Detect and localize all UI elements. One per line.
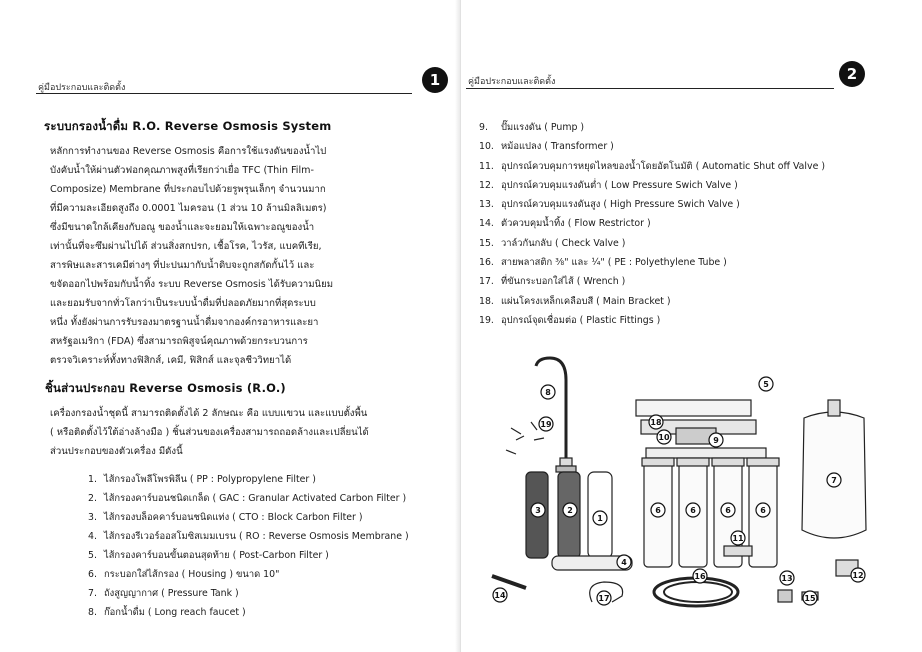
callout-label: 10 xyxy=(658,433,670,442)
callout-label: 6 xyxy=(760,506,766,515)
parts-list-left xyxy=(88,470,409,622)
page-number-badge: 1 xyxy=(422,67,448,93)
callout-label: 15 xyxy=(804,594,816,603)
paragraph-line: ( หรือติดตั้งไว้ใต้อ่างล้างมือ ) ชิ้นส่วนของเครื่องสามารถถอดล้างและเปลี่ยนได้ xyxy=(50,427,369,438)
callout-label: 13 xyxy=(781,574,793,583)
paragraph-line: ที่มีความละเอียดสูงถึง 0.0001 ไมครอน (1 ส่วน 10 ล้านมิลลิเมตร) xyxy=(50,203,327,214)
callout-label: 11 xyxy=(732,534,744,543)
part-text: กระบอกใส่ไส้กรอง ( Housing ) ขนาด 10" xyxy=(104,569,280,580)
part-text: อุปกรณ์ควบคุมการหยุดไหลของน้ำโดยอัตโนมัติ ( Automatic Shut off Valve ) xyxy=(501,160,825,172)
part-number: 2. xyxy=(88,493,97,504)
callout-label: 8 xyxy=(545,388,551,397)
part-text: ไส้กรองบล็อคคาร์บอนชนิดแท่ง ( CTO : Block Carbon Filter ) xyxy=(104,512,363,523)
callout-label: 4 xyxy=(621,558,627,567)
part-text: หม้อแปลง ( Transformer ) xyxy=(501,141,614,153)
paragraph-line: ส่วนประกอบของตัวเครื่อง มีดังนี้ xyxy=(50,446,183,457)
part-number: 15. xyxy=(479,237,494,249)
page-header: คู่มือประกอบและติดตั้ง xyxy=(468,77,556,87)
paragraph-line: หลักการทำงานของ Reverse Osmosis คือการใช้แรงดันของน้ำไป xyxy=(50,146,327,157)
parts-list-right xyxy=(479,118,825,330)
part-number: 19. xyxy=(479,314,494,326)
page-header: คู่มือประกอบและติดตั้ง xyxy=(38,83,126,93)
part-text: วาล์วกันกลับ ( Check Valve ) xyxy=(501,237,626,249)
part-text: ถังสูญญากาศ ( Pressure Tank ) xyxy=(104,588,239,599)
part-list-item xyxy=(88,489,409,508)
page-title: ระบบกรองน้ำดื่ม R.O. Reverse Osmosis System xyxy=(44,119,332,133)
part-list-item xyxy=(88,546,409,565)
paragraph-line: ตรวจวิเคราะห์ทั้งทางฟิสิกส์, เคมี, ฟิสิกส์ และจุลชีววิทยาได้ xyxy=(50,355,292,366)
callout-label: 2 xyxy=(567,506,573,515)
part-number: 11. xyxy=(479,160,494,172)
part-list-item xyxy=(88,565,409,584)
part-text: ไส้กรองโพลีโพรพิลีน ( PP : Polypropylene Filter ) xyxy=(104,474,316,485)
right-page xyxy=(461,0,922,652)
part-list-item xyxy=(88,470,409,489)
part-list-item xyxy=(479,253,825,272)
paragraph-line: ซึ่งมีขนาดใกล้เคียงกับอณู ของน้ำและจะยอมให้เฉพาะอณูของน้ำ xyxy=(50,222,315,233)
paragraph-line: ขจัดออกไปพร้อมกับน้ำทิ้ง ระบบ Reverse Osmosis ได้รับความนิยม xyxy=(50,279,334,290)
part-number: 6. xyxy=(88,569,97,580)
callout-label: 9 xyxy=(713,436,719,445)
part-number: 18. xyxy=(479,295,494,307)
part-text: อุปกรณ์ควบคุมแรงดันต่ำ ( Low Pressure Swich Valve ) xyxy=(501,179,738,191)
part-number: 5. xyxy=(88,550,97,561)
callout-label: 17 xyxy=(598,594,610,603)
components-diagram xyxy=(486,340,916,620)
part-number: 14. xyxy=(479,218,494,230)
callout-label: 16 xyxy=(694,572,706,581)
header-rule xyxy=(36,93,412,94)
callout-label: 14 xyxy=(494,591,506,600)
paragraph-line: สหรัฐอเมริกา (FDA) ซึ่งสามารถพิสูจน์คุณภาพด้วยกระบวนการ xyxy=(50,336,308,347)
part-text: อุปกรณ์ควบคุมแรงดันสูง ( High Pressure Swich Valve ) xyxy=(501,199,740,211)
part-number: 7. xyxy=(88,588,97,599)
part-text: สายพลาสติก ⅜" และ ¼" ( PE : Polyethylene Tube ) xyxy=(501,257,727,269)
part-list-item xyxy=(479,195,825,214)
part-list-item xyxy=(479,234,825,253)
paragraph-line: สารพิษและสารเคมีต่างๆ ที่ปะปนมากับน้ำดิบจะถูกสกัดกั้นไว้ และ xyxy=(50,260,315,271)
part-number: 1. xyxy=(88,474,97,485)
part-text: แผ่นโครงเหล็กเคลือบสี ( Main Bracket ) xyxy=(501,295,671,307)
part-text: ก๊อกน้ำดื่ม ( Long reach faucet ) xyxy=(104,607,246,618)
part-list-item xyxy=(88,508,409,527)
intro-paragraph xyxy=(50,142,333,370)
part-number: 3. xyxy=(88,512,97,523)
section-paragraph xyxy=(50,404,369,461)
part-list-item xyxy=(88,603,409,622)
part-number: 8. xyxy=(88,607,97,618)
paragraph-line: เท่านั้นที่จะซึมผ่านไปได้ ส่วนสิ่งสกปรก, เชื้อโรค, ไวรัส, แบคทีเรีย, xyxy=(50,241,322,252)
callout-label: 7 xyxy=(831,476,837,485)
paragraph-line: เครื่องกรองน้ำชุดนี้ สามารถติดตั้งได้ 2 ลักษณะ คือ แบบแขวน และแบบตั้งพื้น xyxy=(50,408,368,419)
callout-label: 6 xyxy=(655,506,661,515)
part-text: ที่ขันกระบอกใส่ไส้ ( Wrench ) xyxy=(501,276,626,288)
part-text: อุปกรณ์จุดเชื่อมต่อ ( Plastic Fittings ) xyxy=(501,314,661,326)
paragraph-line: บังคับน้ำให้ผ่านตัวฟอกคุณภาพสูงที่เรียกว่าเยื่อ TFC (Thin Film- xyxy=(50,165,314,176)
part-list-item xyxy=(479,292,825,311)
part-number: 13. xyxy=(479,199,494,211)
part-number: 4. xyxy=(88,531,97,542)
part-number: 17. xyxy=(479,276,494,288)
callout-label: 12 xyxy=(852,571,864,580)
callout-label: 3 xyxy=(535,506,541,515)
part-text: ไส้กรองคาร์บอนชนิดเกล็ด ( GAC : Granular Activated Carbon Filter ) xyxy=(104,493,407,504)
page-number-badge: 2 xyxy=(839,61,865,87)
part-list-item xyxy=(479,157,825,176)
section-title: ชิ้นส่วนประกอบ Reverse Osmosis (R.O.) xyxy=(45,381,286,395)
part-number: 9. xyxy=(479,122,488,133)
part-list-item xyxy=(479,311,825,330)
part-list-item xyxy=(479,118,825,137)
header-rule xyxy=(466,88,834,89)
part-text: ตัวควบคุมน้ำทิ้ง ( Flow Restrictor ) xyxy=(501,218,651,230)
paragraph-line: และยอมรับจากทั่วโลกว่าเป็นระบบน้ำดื่มที่ปลอดภัยมากที่สุดระบบ xyxy=(50,298,316,309)
callout-label: 5 xyxy=(763,380,769,389)
callout-label: 19 xyxy=(540,420,552,429)
part-text: ไส้กรองรีเวอร์ออสโมซิสเมมเบรน ( RO : Reverse Osmosis Membrane ) xyxy=(104,531,409,542)
part-list-item xyxy=(479,176,825,195)
callout-label: 18 xyxy=(650,418,662,427)
part-text: ปั๊มแรงดัน ( Pump ) xyxy=(501,122,585,133)
paragraph-line: Composize) Membrane ที่ประกอบไปด้วยรูพรุนเล็กๆ จำนวนมาก xyxy=(50,184,326,195)
part-list-item xyxy=(88,584,409,603)
callout-label: 1 xyxy=(597,514,603,523)
part-list-item xyxy=(479,214,825,233)
part-number: 12. xyxy=(479,179,494,191)
paragraph-line: หนึ่ง ทั้งยังผ่านการรับรองมาตรฐานน้ำดื่มจากองค์กรอาหารและยา xyxy=(50,317,319,328)
callout-label: 6 xyxy=(725,506,731,515)
part-number: 10. xyxy=(479,141,494,153)
part-text: ไส้กรองคาร์บอนขั้นตอนสุดท้าย ( Post-Carbon Filter ) xyxy=(104,550,329,561)
part-number: 16. xyxy=(479,257,494,269)
callout-label: 6 xyxy=(690,506,696,515)
part-list-item xyxy=(88,527,409,546)
part-list-item xyxy=(479,272,825,291)
part-list-item xyxy=(479,137,825,156)
